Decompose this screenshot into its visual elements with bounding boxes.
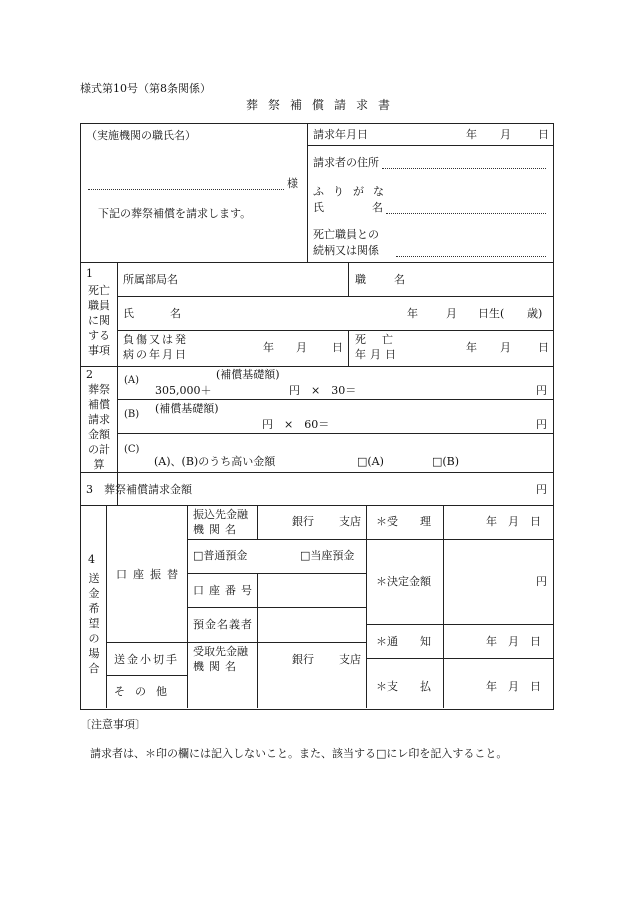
- birth-day-suffix: 日生(: [478, 307, 505, 320]
- b-formula: 円 × 60＝: [262, 418, 330, 431]
- receive-bank-label-2: 機関名: [193, 660, 241, 673]
- s2-vertical-label: 葬祭補償請求金額の計算: [88, 383, 110, 471]
- s4-col-3a: [257, 505, 258, 539]
- s2-num: 2: [86, 368, 93, 381]
- address-label: 請求者の住所: [313, 156, 379, 169]
- deceased-name-label: 氏名: [123, 307, 181, 320]
- birth-month-unit: 月: [446, 307, 457, 320]
- c-mark: (C): [124, 444, 140, 455]
- money-order-label: 送金小切手: [114, 653, 179, 666]
- decided-amount-yen: 円: [536, 575, 547, 588]
- notice-label: ＊通 知: [376, 635, 431, 648]
- s3-bottom-line: [80, 505, 553, 506]
- s1-line-2: [117, 330, 553, 331]
- other-label: その他: [114, 685, 177, 698]
- s4-row-left-2: [106, 675, 187, 676]
- notes-text: 請求者は、＊印の欄には記入しないこと。また、該当する□にレ印を記入すること。: [90, 747, 508, 760]
- address-line[interactable]: [382, 168, 546, 169]
- a-yen: 円: [536, 384, 547, 397]
- top-divider: [307, 123, 308, 263]
- death-month-unit: 月: [500, 341, 511, 354]
- deposit-normal-option[interactable]: □普通預金: [193, 549, 248, 562]
- a-mark: (A): [124, 375, 140, 386]
- relation-label-1: 死亡職員との: [313, 228, 379, 241]
- left-col-divider: [117, 262, 118, 505]
- request-date-label: 請求年月日: [313, 128, 368, 141]
- age-suffix: 歳): [527, 307, 543, 320]
- form-title: 葬祭補償請求書: [246, 98, 401, 112]
- s1-vertical-label: 死亡職員に関する事項: [88, 284, 110, 357]
- top-bottom-line: [80, 262, 553, 263]
- s4-row-4: [106, 642, 367, 643]
- request-year-unit: 年: [466, 128, 477, 141]
- s2-line-1: [117, 399, 553, 400]
- received-date-units: 年 月 日: [486, 515, 541, 528]
- received-label: ＊受 理: [376, 515, 431, 528]
- death-label-2: 年月日: [355, 348, 400, 361]
- account-number-label: 口座番号: [193, 584, 257, 597]
- form-number: 様式第10号（第8条関係）: [80, 82, 211, 95]
- s4-col-1: [106, 505, 107, 708]
- payment-label: ＊支 払: [376, 680, 431, 693]
- account-transfer-label: 口座振替: [116, 568, 184, 581]
- sama-text: 様: [287, 177, 298, 190]
- deposit-current-option[interactable]: □当座預金: [300, 549, 355, 562]
- request-day-unit: 日: [538, 128, 549, 141]
- s4-row-3: [187, 607, 367, 608]
- furigana-label: ふりがな: [313, 185, 393, 198]
- notice-date-units: 年 月 日: [486, 635, 541, 648]
- a-value: 305,000＋: [155, 384, 212, 397]
- s3-yen: 円: [536, 483, 547, 496]
- b-mark: (B): [124, 409, 140, 420]
- receive-branch-unit: 支店: [339, 653, 361, 666]
- requester-name-line[interactable]: [386, 213, 546, 214]
- s4-col-5: [443, 505, 444, 708]
- s2-line-2: [117, 433, 553, 434]
- injury-month-unit: 月: [296, 341, 307, 354]
- s4-col-3c: [257, 642, 258, 708]
- injury-label-2: 病の年月日: [123, 348, 188, 361]
- account-holder-label: 預金名義者: [193, 618, 253, 631]
- bank-label-1: 振込先金融: [193, 508, 248, 521]
- decided-amount-label: ＊決定金額: [376, 575, 431, 588]
- s2-bottom-line: [80, 472, 553, 473]
- branch-unit: 支店: [339, 515, 361, 528]
- top-line-1: [307, 145, 553, 146]
- dept-label: 所属部局名: [123, 273, 178, 286]
- s4-vertical-label: 送金希望の場合: [88, 572, 100, 675]
- c-option-a[interactable]: □(A): [357, 455, 384, 468]
- death-day-unit: 日: [538, 341, 549, 354]
- injury-label-1: 負傷又は発: [123, 333, 188, 346]
- c-text: (A)、(B)のうち高い金額: [154, 455, 276, 468]
- institution-name-line: [88, 189, 284, 190]
- s3-label: 3 葬祭補償請求金額: [86, 483, 192, 496]
- b-basis-label: (補償基礎額): [155, 402, 219, 415]
- requester-name-label: 氏名: [313, 201, 383, 214]
- bank-unit: 銀行: [292, 515, 314, 528]
- b-yen: 円: [536, 418, 547, 431]
- receive-bank-label-1: 受取先金融: [193, 645, 248, 658]
- injury-year-unit: 年: [263, 341, 274, 354]
- death-label-1: 死亡: [355, 333, 409, 346]
- a-formula: 円 × 30＝: [289, 384, 357, 397]
- c-option-b[interactable]: □(B): [432, 455, 460, 468]
- s4-row-right-1: [366, 624, 553, 625]
- notes-heading: 〔注意事項〕: [80, 718, 146, 731]
- institution-label: （実施機関の職氏名）: [86, 129, 196, 142]
- s4-row-1: [187, 539, 553, 540]
- s4-row-right-2: [366, 658, 553, 659]
- relation-line[interactable]: [396, 256, 546, 257]
- s4-row-2: [187, 573, 367, 574]
- s4-num: 4: [88, 553, 95, 566]
- injury-day-unit: 日: [332, 341, 343, 354]
- post-label: 職名: [355, 273, 405, 286]
- a-basis-label: (補償基礎額): [216, 368, 280, 381]
- s1-line-1: [117, 296, 553, 297]
- birth-year-unit: 年: [407, 307, 418, 320]
- relation-label-2: 続柄又は関係: [313, 244, 379, 257]
- s1-death-divider: [348, 330, 349, 366]
- receive-bank-unit: 銀行: [292, 653, 314, 666]
- s1-num: 1: [86, 267, 93, 280]
- request-month-unit: 月: [500, 128, 511, 141]
- payment-date-units: 年 月 日: [486, 680, 541, 693]
- request-text: 下記の葬祭補償を請求します。: [98, 207, 252, 220]
- s1-bottom-line: [80, 366, 553, 367]
- death-year-unit: 年: [466, 341, 477, 354]
- s1-post-divider: [348, 262, 349, 296]
- bank-label-2: 機関名: [193, 523, 241, 536]
